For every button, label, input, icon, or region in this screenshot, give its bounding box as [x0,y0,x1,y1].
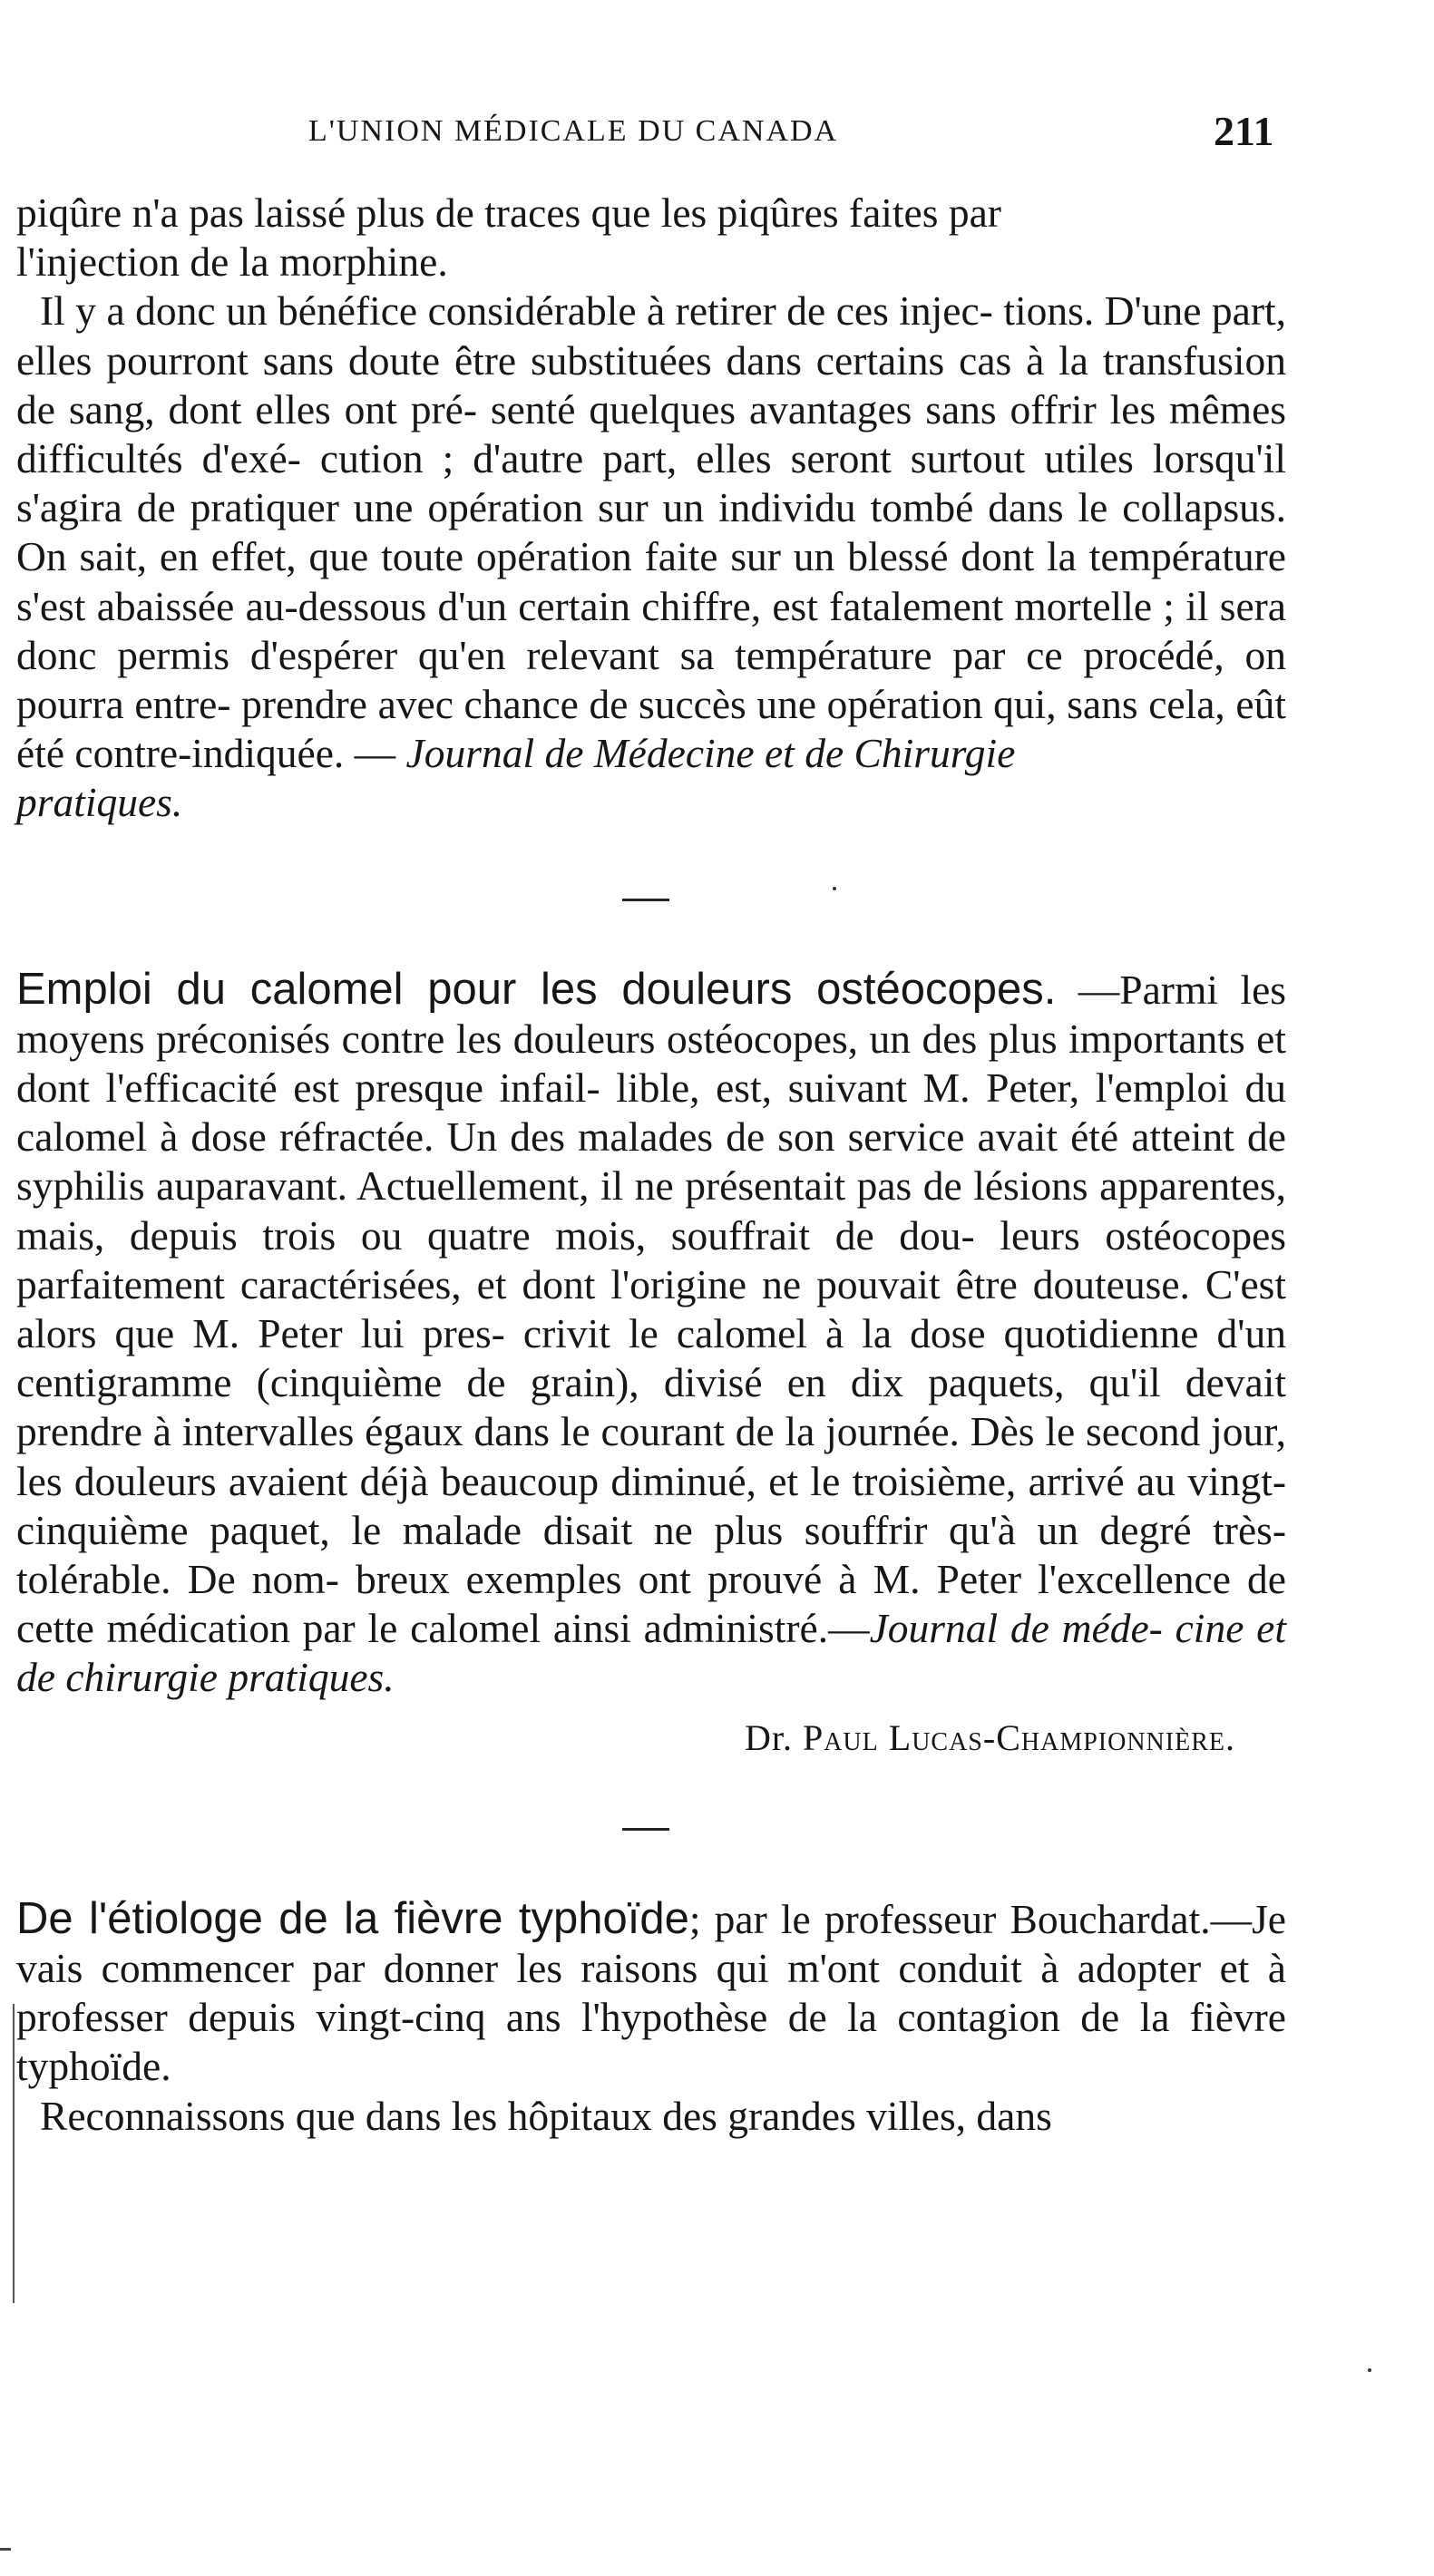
text-line: tions. D'une part, elles pourront sans doute être substituées [16,287,1287,384]
signature-title: Dr [744,1716,783,1758]
article3-paragraph2 [16,2092,1286,2141]
running-header [18,107,1288,161]
article-calomel [16,965,1286,1763]
author-signature [16,1714,1286,1763]
text-line: —Parmi les moyens préconisés contre les douleurs ostéocopes, [16,966,1286,1062]
article-heading: Emploi du calomel pour les douleurs ostéocopes. [16,964,1057,1014]
text-line: breux exemples ont prouvé à M. Peter l'excellence de cette [16,1556,1286,1652]
text-line: Reconnaissons que dans les hôpitaux des grandes villes, dans [40,2092,1052,2139]
article-injections [16,189,1286,828]
heading-continuation: ; par le professeur [688,1895,997,1942]
article-fievre-typhoide [16,1894,1286,2141]
source-citation: Journal de méde- [869,1605,1163,1652]
body-text [16,189,1286,2141]
journal-title: L'UNION MÉDICALE DU CANADA [308,114,839,148]
text-line: prendre à intervalles égaux dans le courant de la journée. [16,1408,960,1455]
article3-paragraph [16,1894,1286,2092]
text-line: prendre avec chance de succès une opération qui, sans cela, [241,681,1225,728]
text-line: ne pouvait être douteuse. C'est alors que M. Peter lui pres- [16,1260,1287,1357]
text-line: auparavant. Actuellement, il ne présentait pas de lésions [156,1162,1088,1210]
text-line: Bouchardat.—Je vais commencer par donner les raisons qui [16,1895,1286,1991]
text-line: m'ont conduit à adopter et à professer depuis vingt-cinq ans [16,1944,1286,2041]
source-citation: Journal de Médecine et de Chirurgie [405,730,1016,777]
text-line: cution ; d'autre part, elles seront surtout utiles lorsqu'il s'agira [16,435,1287,531]
article1-paragraph2 [16,287,1286,827]
text-line: Il y a donc un bénéfice considérable à retirer de ces injec- [40,287,993,335]
text-line: disait ne plus souffrir qu'à un degré très-tolérable. De nom- [16,1506,1286,1603]
text-line: dans certains cas à la transfusion de sang, dont elles ont pré- [16,336,1287,433]
margin-rule [13,2004,15,2303]
text-line: Un des malades de son service avait été atteint de syphilis [16,1113,1286,1210]
ink-speck [1368,2368,1371,2372]
page-number: 211 [1214,108,1274,154]
text-line: eût été contre-indiquée. — [16,681,1286,777]
text-line: et le troisième, arrivé au vingt-cinquième paquet, le malade [16,1457,1287,1553]
text-line: l'hypothèse de la contagion de la fièvre typhoïde. [16,1994,1286,2090]
section-divider [622,899,669,901]
ink-speck [833,887,836,890]
text-line: apparentes, mais, depuis trois ou quatre mois, souffrait de dou- [16,1162,1286,1259]
text-line: Dès le second jour, les douleurs avaient déjà beaucoup diminué, [16,1408,1286,1504]
text-line: médication par le calomel ainsi administré.— [106,1605,870,1652]
signature-title-period: . [782,1716,793,1758]
text-line: un des plus importants et dont l'efficacité est presque infail- [16,1015,1286,1112]
text-line: de pratiquer une opération sur un individu tombé dans le [136,484,1108,531]
text-line: senté quelques avantages sans offrir les mêmes difficultés d'exé- [16,385,1286,482]
text-line: (cinquième de grain), divisé en dix paquets, qu'il devait [256,1359,1286,1406]
source-citation: cine et de chirurgie pratiques. [16,1605,1287,1701]
article2-paragraph [16,965,1286,1703]
text-line: piqûre n'a pas laissé plus de traces que les piqûres faites par [16,190,1001,236]
text-line: qu'en relevant sa température par ce procédé, on pourra entre- [16,631,1287,728]
article1-paragraph1 [16,189,1286,287]
text-line: collapsus. On sait, en effet, que toute opération faite sur un [16,484,1287,580]
text-line: chiffre, est fatalement mortelle ; il sera donc permis d'espérer [16,582,1287,678]
text-line: l'injection de la morphine. [16,238,448,286]
signature-name: Paul Lucas-Championnière. [802,1716,1235,1758]
text-line: lible, est, suivant M. Peter, l'emploi du calomel à dose réfractée. [16,1064,1286,1161]
article-heading: De l'étiologe de la fièvre typhoïde [16,1893,689,1943]
scan-corner-mark [0,2548,11,2551]
text-line: crivit le calomel à la dose quotidienne d'un centigramme [16,1310,1286,1406]
section-divider [622,1828,669,1831]
source-citation: pratiques. [16,779,183,826]
text-line: leurs ostéocopes parfaitement caractérisées, et dont l'origine [16,1211,1287,1307]
text-line: blessé dont la température s'est abaissée au-dessous d'un certain [16,533,1286,629]
